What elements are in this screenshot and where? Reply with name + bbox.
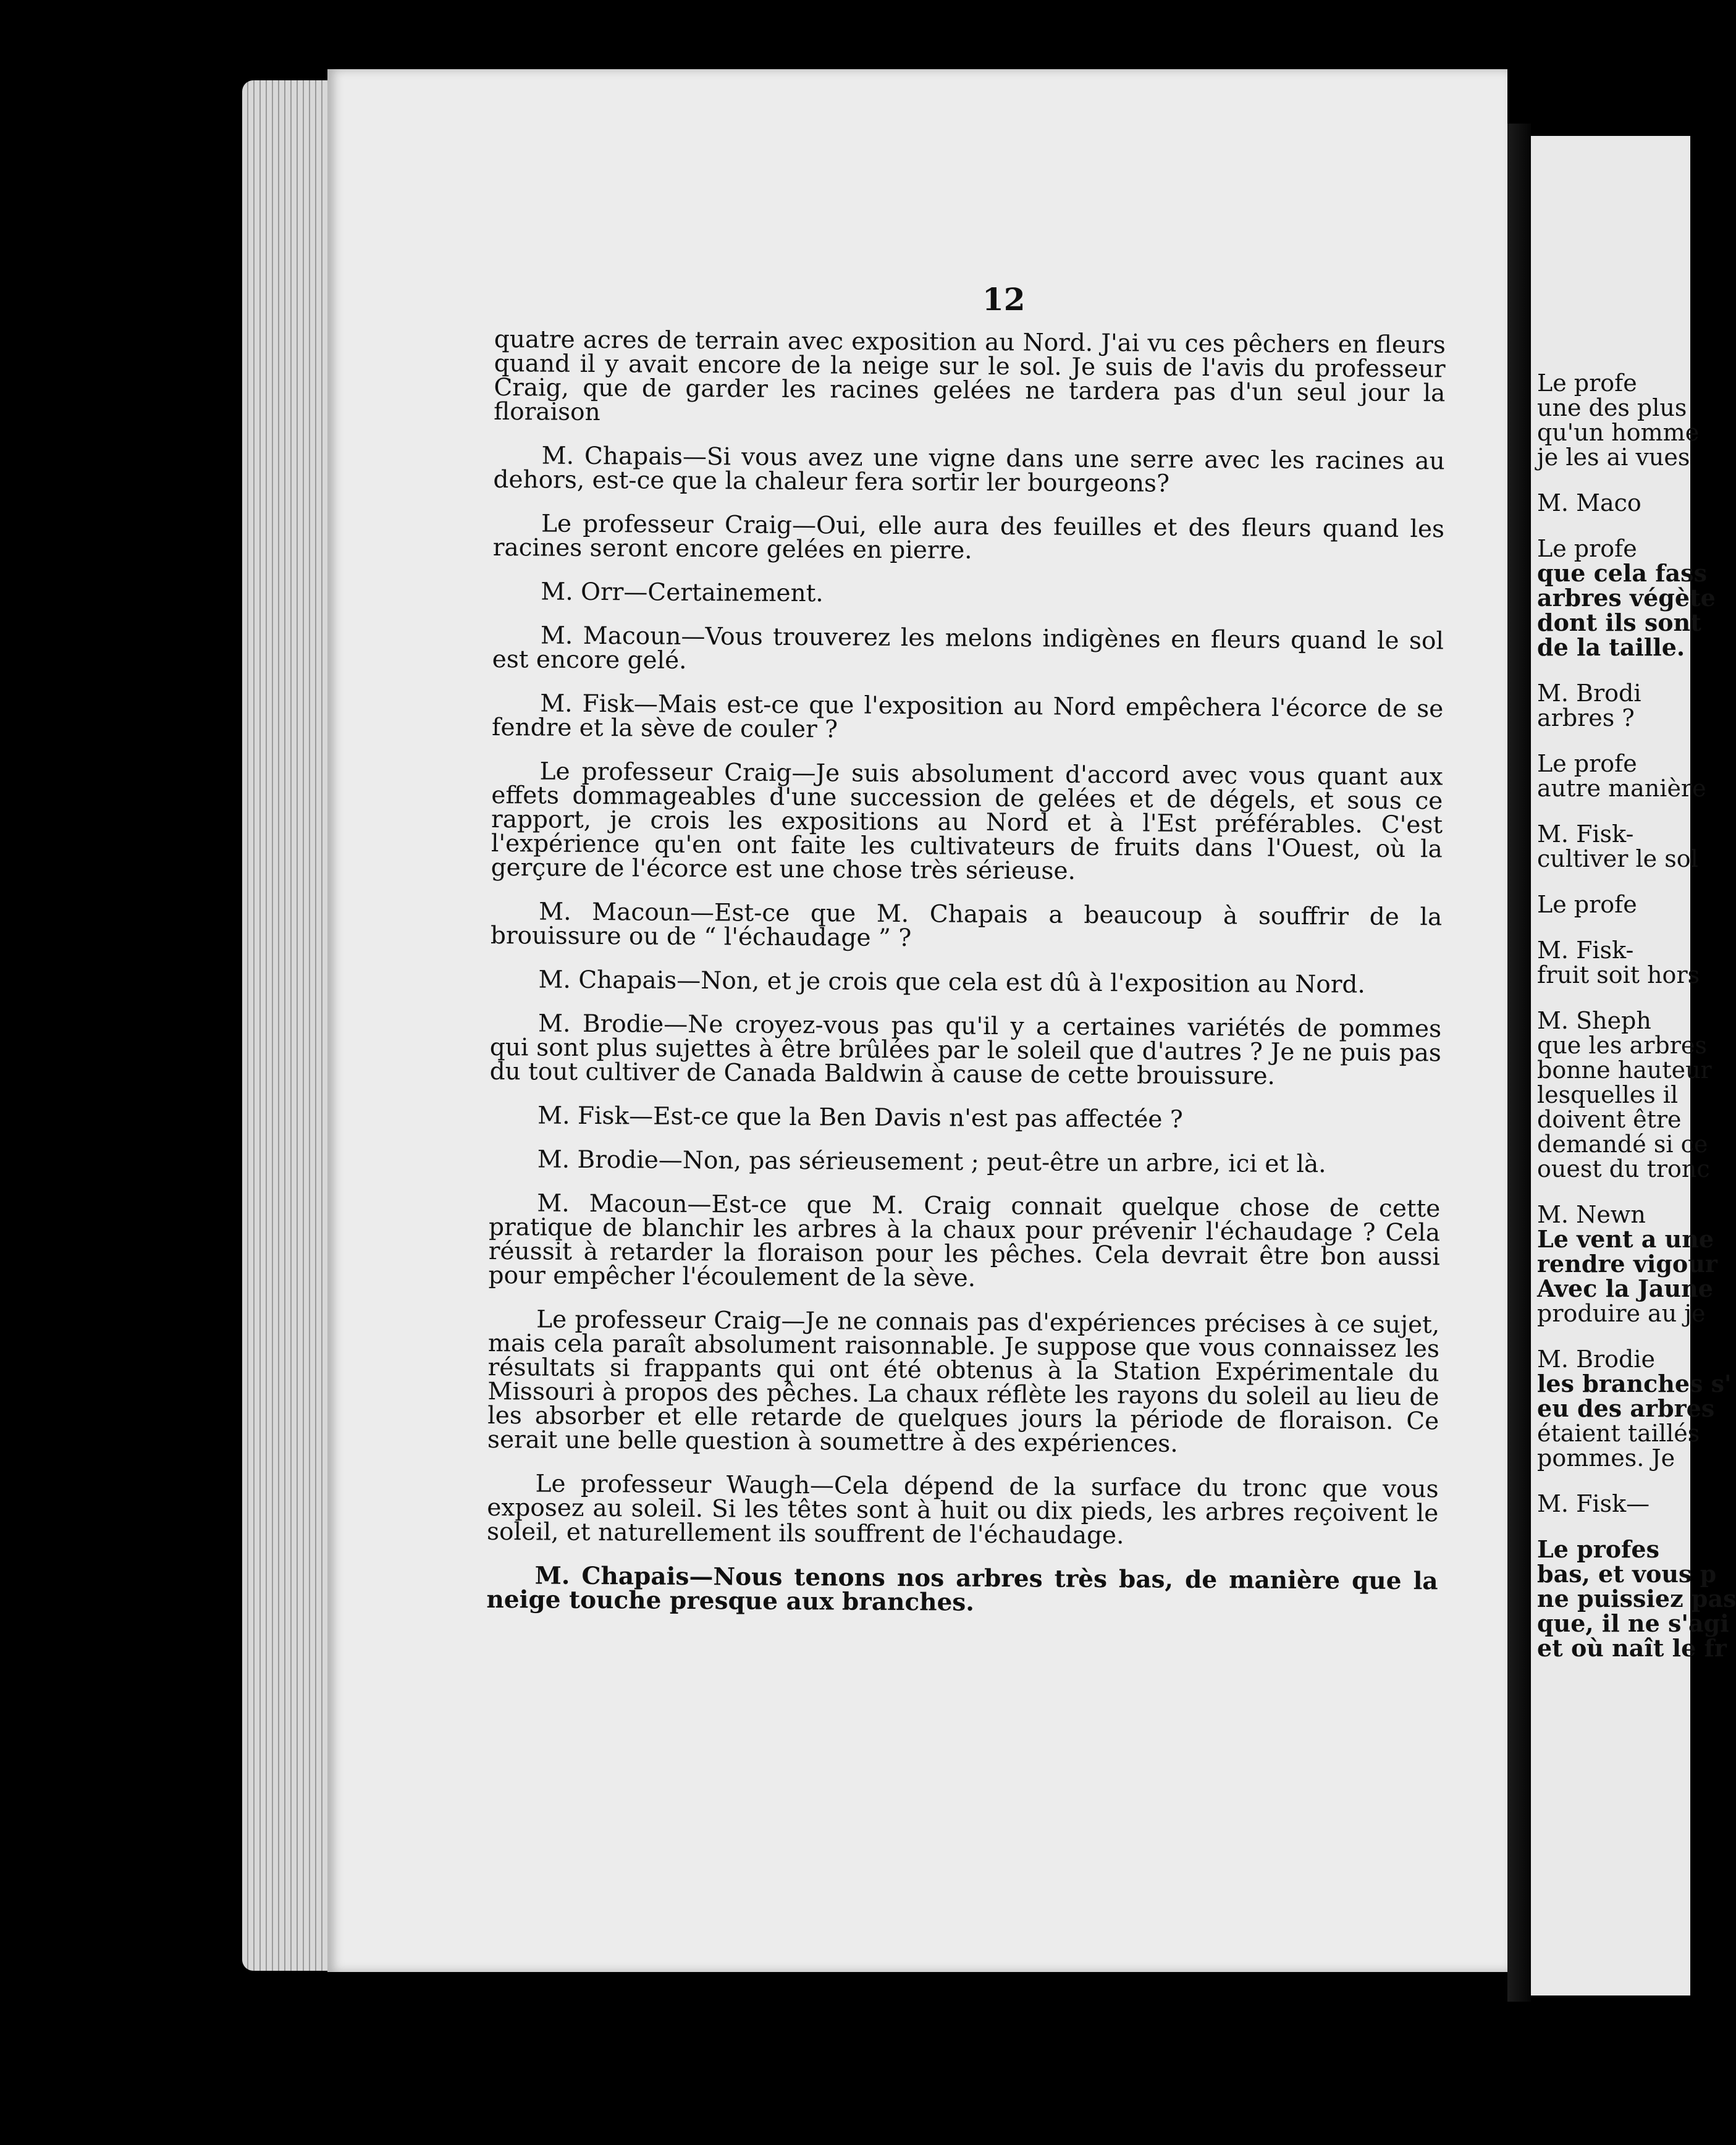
paragraph: Le professeur Craig—Je suis absolument d'accord avec vous quant aux effets dommageables d'une succession de gelées et de dégels, et sous ce rapport, je crois les expositions au Nord et à l'Est préférables. C'est l'expérience qu'en ont faite les cultivateurs de fruits dans l'Ouest, où la gerçure de l'écorce est une chose très sérieuse. <box>491 757 1443 885</box>
paragraph: M. Macoun—Vous trouverez les melons indigènes en fleurs quand le sol est encore gelé. <box>492 622 1444 675</box>
facing-page-line: cultiver le sol <box>1537 845 1698 872</box>
paragraph: M. Macoun—Est-ce que M. Chapais a beaucoup à souffrir de la brouissure ou de “ l'échaudage ” ? <box>490 898 1443 953</box>
facing-page-line: Le vent a une <box>1537 1225 1714 1253</box>
facing-page-line: M. Fisk- <box>1537 820 1634 848</box>
facing-page-line: M. Fisk— <box>1537 1490 1650 1517</box>
facing-page-line: Le profe <box>1537 535 1637 562</box>
facing-page-line: Le profe <box>1537 369 1637 397</box>
facing-page-line: Le profes <box>1537 1535 1659 1563</box>
facing-page-line: demandé si ce <box>1537 1131 1708 1158</box>
line-gap <box>1537 871 1722 892</box>
facing-page-line: ouest du tronc <box>1537 1155 1710 1182</box>
facing-page-line: M. Brodie <box>1537 1346 1656 1373</box>
line-gap <box>1537 1516 1722 1537</box>
paragraph: M. Orr—Certainement. <box>541 578 824 608</box>
facing-page-line: produire au je <box>1537 1300 1706 1327</box>
line-gap <box>1537 1326 1722 1347</box>
line-gap <box>1537 470 1722 491</box>
facing-page-line: les branches s' <box>1537 1370 1732 1397</box>
facing-page-line: arbres végète <box>1537 584 1716 612</box>
facing-page-line: autre manière <box>1537 775 1706 802</box>
facing-page-line: M. Newn <box>1537 1201 1646 1228</box>
facing-page-line: M. Maco <box>1537 489 1641 516</box>
paragraph: M. Chapais—Si vous avez une vigne dans une serre avec les racines au dehors, est-ce que la chaleur fera sortir ler bourgeons? <box>493 442 1445 498</box>
body-text <box>486 327 1446 1637</box>
facing-page-line: ne puissiez pas <box>1537 1585 1736 1612</box>
facing-page-line: doivent être <box>1537 1106 1682 1133</box>
facing-page-line: pommes. Je <box>1537 1444 1675 1472</box>
paragraph: M. Chapais—Non, et je crois que cela est dû à l'exposition au Nord. <box>538 966 1366 999</box>
paragraph: M. Macoun—Est-ce que M. Craig connait quelque chose de cette pratique de blanchir les arbres à la chaux pour prévenir l'échaudage ? Cela réussit à retarder la floraison pour les pêches. Cela devrait être bon aussi pour empêcher l'écoulement de la sève. <box>488 1189 1441 1292</box>
facing-page-line: je les ai vues <box>1537 444 1690 471</box>
facing-page-line: que, il ne s'agi <box>1537 1609 1729 1637</box>
paragraph: M. Chapais—Nous tenons nos arbres très bas, de manière que la neige touche presque aux branches. <box>486 1561 1438 1617</box>
facing-page-line: fruit soit hors <box>1537 961 1700 988</box>
line-gap <box>1537 1181 1722 1202</box>
paragraph: quatre acres de terrain avec exposition au Nord. J'ai vu ces pêchers en fleurs quand il y avait encore de la neige sur le sol. Je suis de l'avis du professeur Craig, que de garder les racines gelées ne tardera pas d'un seul jour la floraison <box>494 326 1446 427</box>
facing-page-line: bas, et vous p <box>1537 1560 1717 1588</box>
line-gap <box>1537 660 1722 681</box>
line-gap <box>1537 1470 1722 1491</box>
facing-page-line: étaient taillés <box>1537 1420 1700 1447</box>
facing-page-line: qu'un homme <box>1537 419 1700 446</box>
facing-page-line: M. Brodi <box>1537 680 1641 707</box>
facing-page-line: M. Sheph <box>1537 1007 1651 1034</box>
paragraph: M. Fisk—Mais est-ce que l'exposition au Nord empêchera l'écorce de se fendre et la sève de couler ? <box>491 689 1444 744</box>
paragraph: M. Fisk—Est-ce que la Ben Davis n'est pas affectée ? <box>537 1102 1183 1134</box>
facing-page-line: que les arbres <box>1537 1032 1707 1059</box>
line-gap <box>1537 987 1722 1008</box>
facing-page-line: arbres ? <box>1537 704 1635 731</box>
facing-page-line: dont ils sont <box>1537 609 1701 636</box>
paragraph: M. Brodie—Non, pas sérieusement ; peut-être un arbre, ici et là. <box>537 1145 1326 1179</box>
line-gap <box>1537 917 1722 938</box>
line-gap <box>1537 730 1722 751</box>
facing-page-line: Avec la Jaune <box>1537 1275 1713 1302</box>
paragraph: Le professeur Craig—Je ne connais pas d'expériences précises à ce sujet, mais cela paraît absolument raisonnable. Je suppose que vous connaissez les résultats si frappants qui ont été obtenus à la Station Expérimentale du Missouri à propos des pêches. La chaux réflète les rayons du soleil au lieu de les absorber et elle retarde de quelques jours la période de floraison. Ce serait une belle question à soumettre à des expériences. <box>487 1305 1440 1458</box>
facing-page-line: Le profe <box>1537 891 1637 918</box>
paragraph: Le professeur Waugh—Cela dépend de la surface du tronc que vous exposez au soleil. Si les têtes sont à huit ou dix pieds, les arbres reçoivent le soleil, et naturellement ils souffrent de l'échaudage. <box>486 1470 1439 1550</box>
page-number: 12 <box>982 281 1026 318</box>
facing-page-line: que cela fass <box>1537 559 1707 587</box>
facing-page-line: Le profe <box>1537 750 1637 777</box>
facing-page-line: bonne hauteur <box>1537 1056 1712 1084</box>
paragraph: Le professeur Craig—Oui, elle aura des feuilles et des fleurs quand les racines seront encore gelées en pierre. <box>492 510 1445 565</box>
facing-page-text <box>1537 369 1736 1662</box>
book-gutter <box>1507 124 1531 2002</box>
facing-page-line: eu des arbres <box>1537 1394 1715 1422</box>
facing-page-line: M. Fisk- <box>1537 937 1634 964</box>
facing-page-line: une des plus <box>1537 394 1687 421</box>
facing-page-line: de la taille. <box>1537 633 1685 661</box>
paragraph: M. Brodie—Ne croyez-vous pas qu'il y a certaines variétés de pommes qui sont plus sujettes à être brûlées par le soleil que d'autres ? Je ne puis pas du tout cultiver de Canada Baldwin à cause de cette brouissure. <box>489 1009 1442 1090</box>
facing-page-line: rendre vigour <box>1537 1250 1717 1278</box>
line-gap <box>1537 801 1722 822</box>
facing-page-line: et où naît le fr <box>1537 1634 1727 1662</box>
facing-page-line: lesquelles il <box>1537 1081 1679 1108</box>
line-gap <box>1537 515 1722 536</box>
